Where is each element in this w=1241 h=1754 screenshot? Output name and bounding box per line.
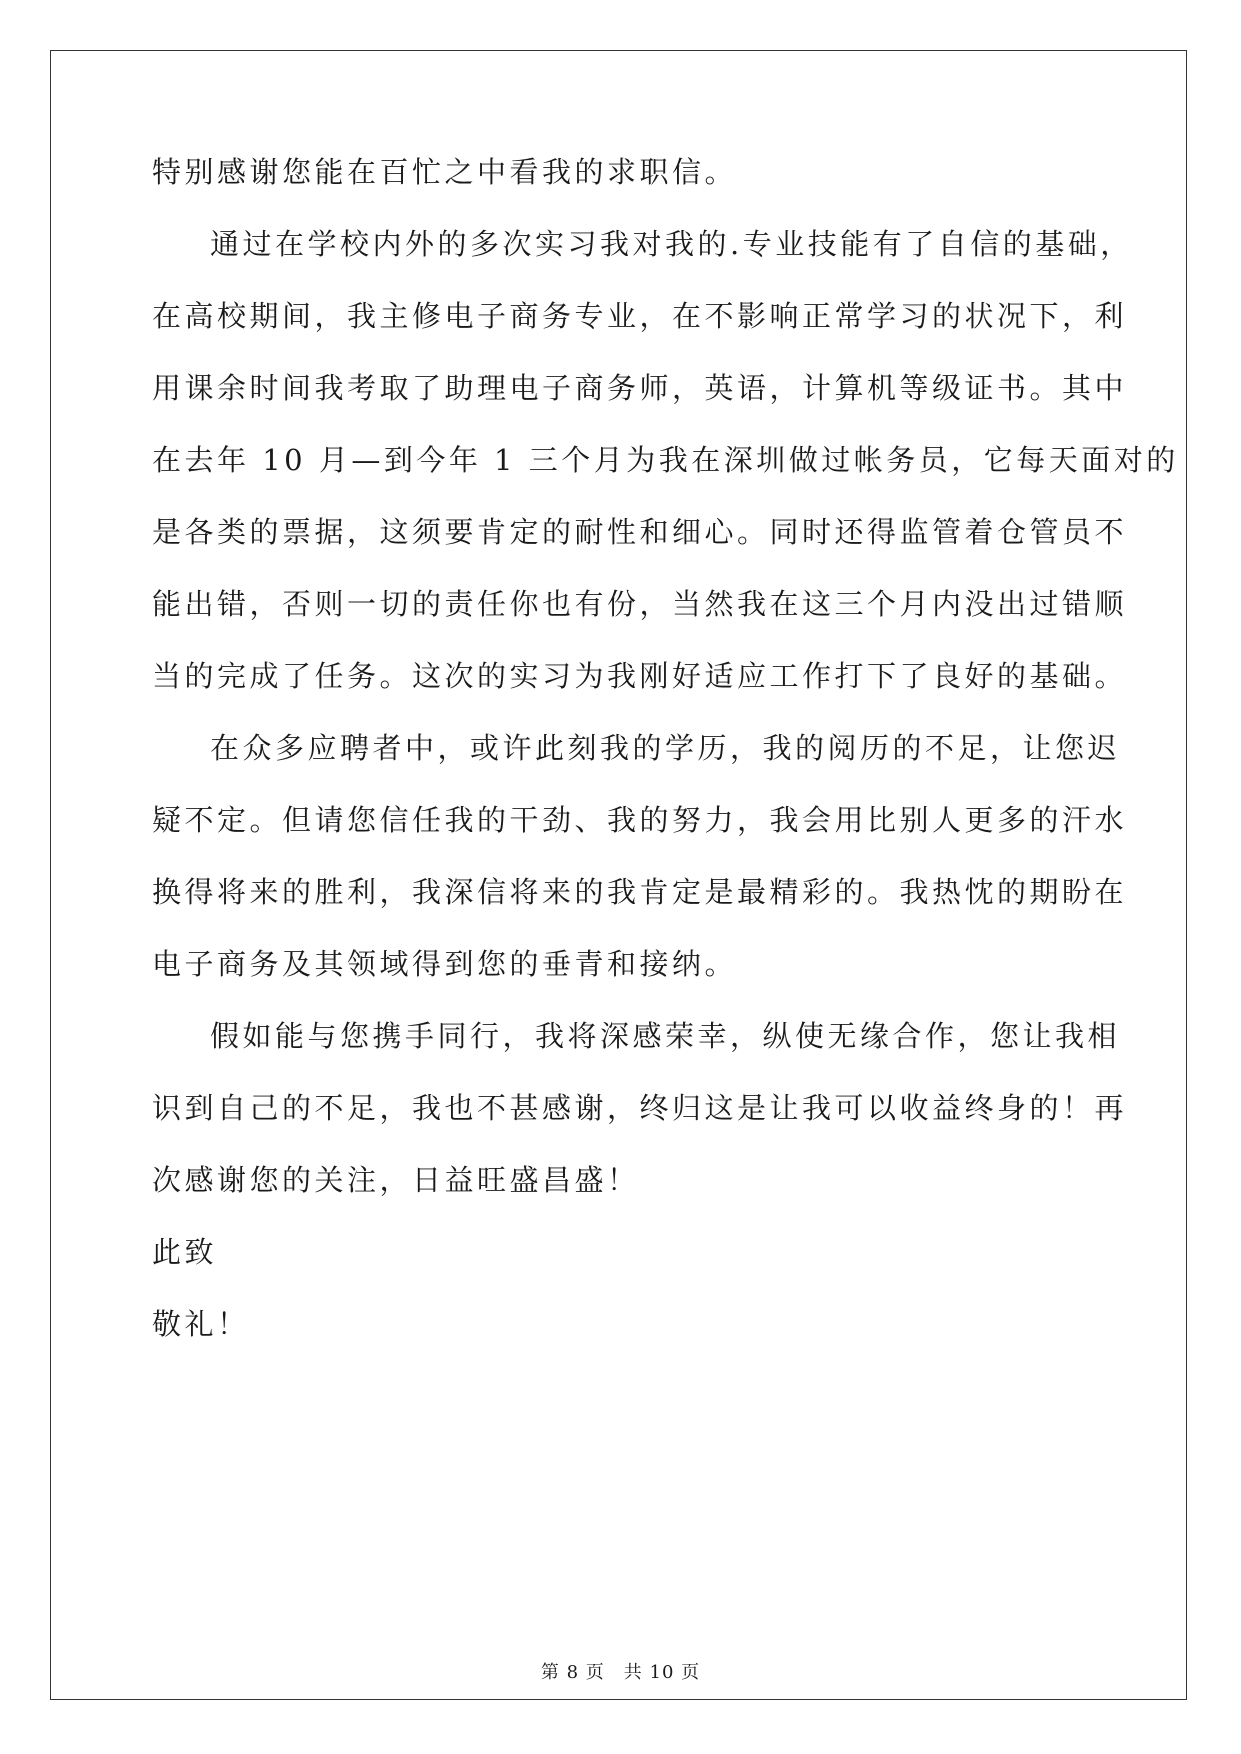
paragraph-first-line: 假如能与您携手同行，我将深感荣幸，纵使无缘合作，您让我相 — [210, 1019, 1121, 1053]
text-line: 是各类的票据，这须要肯定的耐性和细心。同时还得监管着仓管员不 — [152, 515, 1128, 549]
closing-salutation: 此致 — [152, 1235, 218, 1269]
text-line: 识到自己的不足，我也不甚感谢，终归这是让我可以收益终身的！再 — [152, 1091, 1128, 1125]
text-line: 疑不定。但请您信任我的干劲、我的努力，我会用比别人更多的汗水 — [152, 803, 1128, 837]
text-line: 在高校期间，我主修电子商务专业，在不影响正常学习的状况下，利 — [152, 299, 1128, 333]
paragraph-first-line: 通过在学校内外的多次实习我对我的.专业技能有了自信的基础， — [210, 227, 1133, 261]
text-line: 用课余时间我考取了助理电子商务师，英语，计算机等级证书。其中 — [152, 371, 1128, 405]
text-line: 能出错，否则一切的责任你也有份，当然我在这三个月内没出过错顺 — [152, 587, 1128, 621]
text-line: 在去年 10 月—到今年 1 三个月为我在深圳做过帐务员，它每天面对的 — [152, 443, 1179, 477]
text-line: 当的完成了任务。这次的实习为我刚好适应工作打下了良好的基础。 — [152, 659, 1128, 693]
text-line: 换得将来的胜利，我深信将来的我肯定是最精彩的。我热忱的期盼在 — [152, 875, 1128, 909]
text-line: 次感谢您的关注，日益旺盛昌盛！ — [152, 1163, 640, 1197]
closing-regards: 敬礼！ — [152, 1307, 250, 1341]
text-line: 电子商务及其领域得到您的垂青和接纳。 — [152, 947, 738, 981]
page-number-footer: 第 8 页 共 10 页 — [540, 1662, 701, 1683]
paragraph-first-line: 在众多应聘者中，或许此刻我的学历，我的阅历的不足，让您迟 — [210, 731, 1121, 765]
text-line: 特别感谢您能在百忙之中看我的求职信。 — [152, 155, 738, 189]
